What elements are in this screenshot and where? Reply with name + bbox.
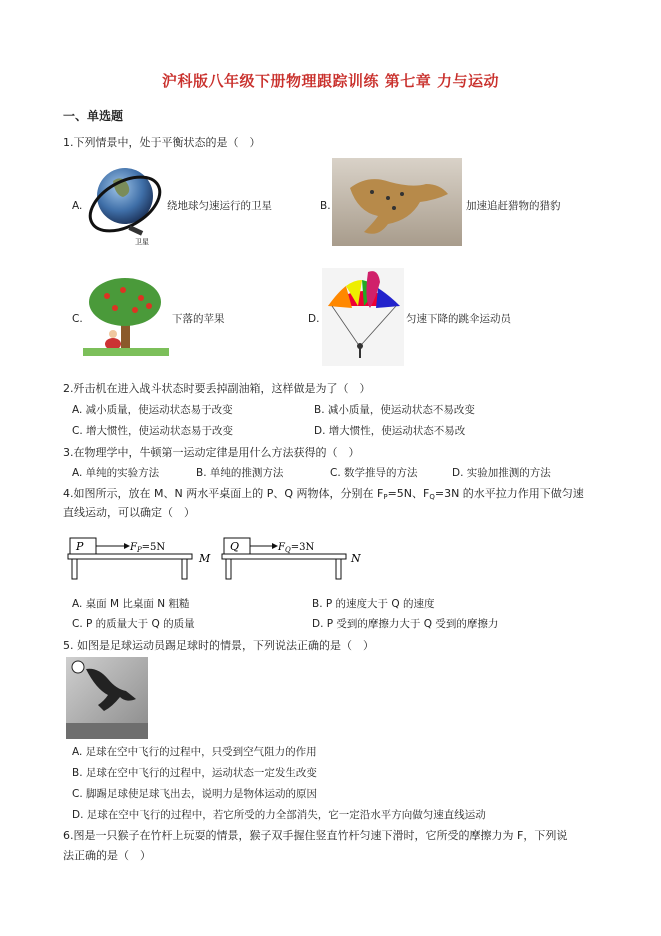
- q6-stem-line1: 6.图是一只猴子在竹杆上玩耍的情景，猴子双手握住竖直竹杆匀速下滑时，它所受的摩擦力为 F，下列说: [63, 829, 568, 842]
- page-title: 沪科版八年级下册物理跟踪训练 第七章 力与运动: [162, 72, 499, 90]
- q3-option-b: B. 单纯的推测方法: [196, 467, 284, 479]
- q1-option-c-label: C.: [72, 313, 83, 325]
- q2-stem: 2.歼击机在进入战斗状态时要丢掉副油箱，这样做是为了（ ）: [63, 382, 371, 395]
- q5-stem: 5. 如图是足球运动员踢足球时的情景，下列说法正确的是（ ）: [63, 639, 374, 652]
- q2-option-b: B. 减小质量，使运动状态不易改变: [314, 404, 475, 416]
- q3-option-a: A. 单纯的实验方法: [72, 467, 160, 479]
- q5-option-b: B. 足球在空中飞行的过程中，运动状态一定发生改变: [72, 767, 317, 779]
- q1-option-b-label: B.: [320, 200, 331, 212]
- q5-option-c: C. 脚踢足球使足球飞出去，说明力是物体运动的原因: [72, 788, 318, 800]
- q4-option-a: A. 桌面 M 比桌面 N 粗糙: [72, 598, 190, 610]
- q1-option-a-text: 绕地球匀速运行的卫星: [167, 200, 272, 212]
- force-fp-label: $F_P=5N$: [130, 542, 166, 554]
- q4-option-c: C. P 的质量大于 Q 的质量: [72, 618, 195, 630]
- q4-option-b: B. P 的速度大于 Q 的速度: [312, 598, 435, 610]
- table-m: [68, 538, 211, 579]
- table-n-label: N: [351, 552, 361, 565]
- q3-stem: 3.在物理学中，牛顿第一运动定律是用什么方法获得的（ ）: [63, 446, 360, 459]
- football-kick-image: [66, 657, 148, 739]
- q4-force-diagram: [66, 532, 366, 582]
- q4-stem-line2: 直线运动，可以确定（ ）: [63, 506, 195, 519]
- q2-option-a: A. 减小质量，使运动状态易于改变: [72, 404, 233, 416]
- q5-option-a: A. 足球在空中飞行的过程中，只受到空气阻力的作用: [72, 746, 317, 758]
- apple-tree-image: [83, 276, 169, 356]
- q4-stem-line1: 4.如图所示，放在 M、N 两水平桌面上的 P、Q 两物体，分别在 $F_P=5N$、$F_Q=3N$ 的水平拉力作用下做匀速: [63, 487, 584, 501]
- tree-crown: [89, 278, 161, 326]
- block-p-label: P: [76, 540, 84, 553]
- section-heading: 一、单选题: [63, 109, 124, 123]
- q3-option-d: D. 实验加推测的方法: [452, 467, 551, 479]
- force-fq-label: $F_Q=3N$: [278, 542, 315, 554]
- q2-option-c: C. 增大惯性，使运动状态易于改变: [72, 425, 234, 437]
- q6-stem-line2: 法正确的是（ ）: [63, 849, 151, 862]
- q1-option-d-label: D.: [308, 313, 320, 325]
- q3-option-c: C. 数学推导的方法: [330, 467, 418, 479]
- q1-option-b-text: 加速追赶猎物的猎豹: [466, 200, 561, 212]
- q2-option-d: D. 增大惯性，使运动状态不易改: [314, 425, 466, 437]
- q1-option-d-text: 匀速下降的跳伞运动员: [406, 313, 511, 325]
- q1-option-a-label: A.: [72, 200, 83, 212]
- table-n: [222, 538, 361, 579]
- satellite-earth-image: [83, 156, 165, 248]
- football-shape: [72, 661, 84, 673]
- q4-option-d: D. P 受到的摩擦力大于 Q 受到的摩擦力: [312, 618, 499, 630]
- satellite-caption: 卫星: [135, 238, 149, 246]
- q1-option-c-text: 下落的苹果: [172, 313, 225, 325]
- q5-option-d: D. 足球在空中飞行的过程中，若它所受的力全部消失，它一定沿水平方向做匀速直线运动: [72, 809, 486, 821]
- parachutist-image: [322, 268, 404, 366]
- q1-stem: 1.下列情景中，处于平衡状态的是（ ）: [63, 136, 261, 149]
- cheetah-image: [332, 158, 462, 246]
- block-q-label: Q: [230, 540, 240, 553]
- table-m-label: M: [199, 552, 211, 565]
